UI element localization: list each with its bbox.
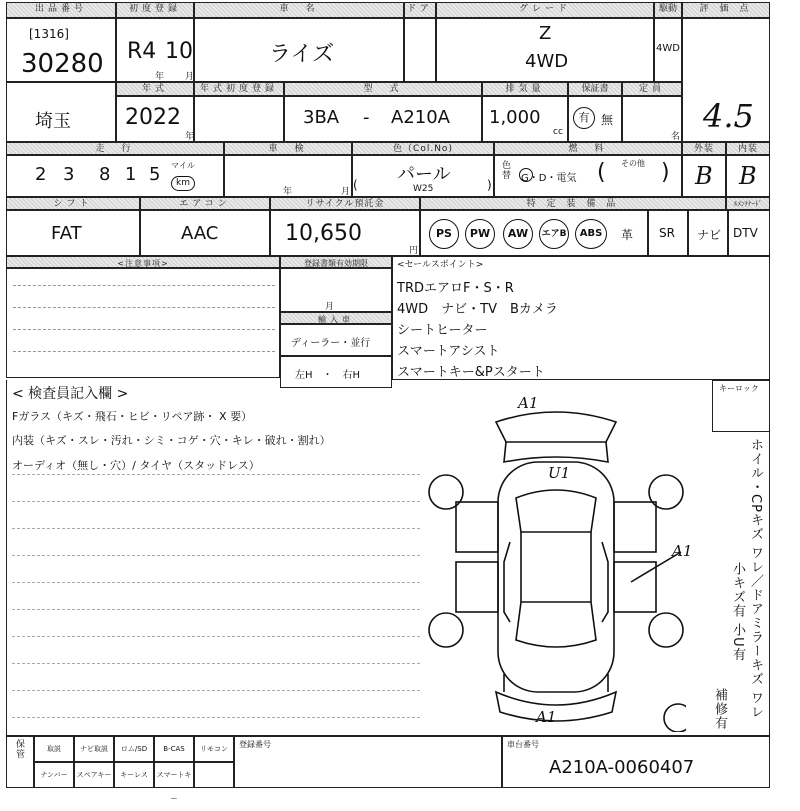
- item-navi-manual: ナビ取説: [74, 736, 114, 762]
- model-code: A210A: [391, 107, 450, 128]
- warranty-yes: 有: [573, 107, 595, 129]
- keylock-label: キーロック: [719, 384, 759, 393]
- equip-pw-badge: PW: [465, 219, 495, 249]
- inspection-month: 月: [341, 187, 351, 197]
- mark-side: A1: [672, 542, 693, 560]
- storage-label: 保管: [14, 739, 24, 759]
- header-mileage: 走 行: [6, 142, 224, 155]
- inspector-line: 内装（キズ・スレ・汚れ・シミ・コゲ・穴・キレ・破れ・割れ）: [12, 434, 331, 447]
- header-model-year: 年式: [116, 82, 194, 96]
- rule: [13, 329, 275, 330]
- import-side: 左H ・ 右H: [295, 370, 361, 381]
- equip-aw-badge: AW: [503, 219, 533, 249]
- header-exterior: 外装: [682, 142, 726, 155]
- header-recycle: リサイクル預託金: [270, 197, 420, 210]
- bottom-items: [34, 736, 234, 803]
- displacement-unit: cc: [553, 127, 563, 137]
- header-score: 評 価 点: [682, 2, 770, 18]
- header-shift: シフト: [6, 197, 140, 210]
- equip-leather: 革: [621, 228, 634, 242]
- header-warranty: 保証書: [568, 82, 622, 96]
- fuel-other: その他: [621, 159, 645, 168]
- item-manual: 取説: [34, 736, 74, 762]
- score-value: 4.5: [703, 97, 754, 135]
- rule: [13, 351, 275, 352]
- header-drive: 駆動: [654, 2, 682, 18]
- capacity-cell: [622, 96, 682, 142]
- vertical-note: ホイル・CPキズ ワレ／ドアミラーキズ ワレ: [748, 438, 763, 720]
- model-year: 2022: [125, 105, 181, 130]
- chassis-label: 車台番号: [507, 740, 539, 749]
- color-change: 色替: [500, 160, 510, 180]
- lot-code: [1316]: [29, 27, 69, 41]
- color-cell: [352, 155, 494, 197]
- car-name-cell: [194, 18, 404, 82]
- model-dash: -: [363, 107, 370, 128]
- first-reg-cell: [116, 18, 194, 82]
- region-cell: [6, 82, 116, 142]
- equip-divider: [727, 211, 729, 255]
- item-spare-key: スペアキー: [74, 762, 114, 788]
- header-model: 型 式: [284, 82, 482, 96]
- sales-point: スマートアシスト: [397, 344, 500, 359]
- score-cell: [682, 18, 770, 142]
- item-remote: リモコン: [194, 736, 234, 762]
- equip-abs-badge: ABS: [575, 219, 607, 249]
- mileage-unit-km: km: [171, 176, 195, 191]
- mark-rear: A1: [536, 708, 557, 726]
- warranty-no: 無: [601, 113, 614, 127]
- grade-cell: [436, 18, 654, 82]
- vertical-note: 小キズ有 小U有: [730, 562, 745, 662]
- color-code: W25: [413, 184, 434, 194]
- drive-value: 4WD: [656, 43, 680, 54]
- import-type-cell: [280, 324, 392, 356]
- color-name: パール: [397, 164, 451, 185]
- unit-month: 月: [185, 72, 195, 82]
- grade-line2: 4WD: [525, 51, 569, 72]
- sales-point: TRDエアロF・S・R: [397, 281, 514, 296]
- aircon-cell: [140, 210, 270, 256]
- item-bcas: B-CAS: [154, 736, 194, 762]
- header-lot-no: 出品番号: [6, 2, 116, 18]
- item-keyless: キーレス: [114, 762, 154, 788]
- equip-divider: [687, 211, 689, 255]
- item-rom-sd: ロム/SD: [114, 736, 154, 762]
- equip-navi: ナビ: [697, 228, 722, 242]
- mileage-digit: 2: [35, 164, 47, 185]
- vertical-note: 補修有: [712, 688, 727, 730]
- header-fuel: 燃 料: [494, 142, 682, 155]
- aircon-value: AAC: [181, 223, 219, 244]
- year-unit: 年: [185, 132, 195, 142]
- reg-no-label: 登録番号: [239, 740, 271, 749]
- rule: [13, 285, 275, 286]
- header-ltr: ﾙﾒﾝﾃﾅｰﾄﾞ: [726, 197, 770, 210]
- interior-grade: B: [739, 162, 757, 190]
- inspector-line: Fガラス（キズ・飛石・ヒビ・リペア跡・ X 要）: [12, 410, 253, 423]
- first-reg-month: 10: [165, 39, 193, 64]
- lot-number: 30280: [21, 49, 104, 79]
- interior-cell: [726, 155, 770, 197]
- shift-value: FAT: [51, 223, 82, 244]
- lot-cell: [6, 18, 116, 82]
- shift-cell: [6, 210, 140, 256]
- header-doors: ドア: [404, 2, 436, 18]
- fuel-close: ): [661, 160, 670, 185]
- header-inspection: 車 検: [224, 142, 352, 155]
- notes-cell: [6, 268, 280, 378]
- inspection-year: 年: [283, 187, 293, 197]
- car-diagram: [426, 402, 686, 732]
- recycle-cell: [270, 210, 420, 256]
- reg-valid-cell: [280, 268, 392, 312]
- reg-no-cell: [234, 736, 502, 788]
- unit-year: 年: [155, 72, 165, 82]
- doors-cell: [404, 18, 436, 82]
- chassis-cell: [502, 736, 770, 788]
- displacement-cell: [482, 96, 568, 142]
- model-cell: [284, 96, 482, 142]
- color-paren-close: ): [487, 178, 492, 192]
- car-name: ライズ: [269, 42, 335, 67]
- reg-valid-month: 月: [325, 302, 335, 312]
- region: 埼玉: [35, 111, 71, 132]
- inspection-cell: [224, 155, 352, 197]
- header-equipment: 特 定 装 備 品: [420, 197, 726, 210]
- equipment-cell: [420, 210, 770, 256]
- first-reg-era: R4: [127, 39, 157, 64]
- sales-point: シートヒーター: [397, 323, 488, 338]
- equip-divider: [647, 211, 649, 255]
- storage-cell: [6, 736, 34, 788]
- fuel-cell: [494, 155, 682, 197]
- header-color: 色（Col.No): [352, 142, 494, 155]
- sales-point: スマートキー&Pスタート: [397, 365, 545, 380]
- item-smart-key: スマートキー: [154, 762, 194, 788]
- header-import: 輸入車: [280, 312, 392, 324]
- header-grade: グレード: [436, 2, 654, 18]
- equip-ps-badge: PS: [429, 219, 459, 249]
- item-blank: [194, 762, 234, 788]
- recycle-value: 10,650: [285, 221, 362, 246]
- warranty-cell: [568, 96, 622, 142]
- capacity-unit: 名: [671, 132, 681, 142]
- rule: [13, 307, 275, 308]
- drive-cell: [654, 18, 682, 82]
- header-capacity: 定員: [622, 82, 682, 96]
- chassis-number: A210A-0060407: [549, 757, 695, 778]
- equip-airbag-badge: エアB: [539, 219, 569, 249]
- header-year-first: 年式初度登録: [194, 82, 284, 96]
- year-first-cell: [194, 96, 284, 142]
- mileage-digit: 5: [149, 164, 161, 185]
- header-car-name: 車 名: [194, 2, 404, 18]
- mileage-unit-mile: マイル: [171, 161, 195, 170]
- item-plate: ナンバー: [34, 762, 74, 788]
- header-aircon: エアコン: [140, 197, 270, 210]
- grade-line1: Z: [539, 23, 552, 44]
- inspector-title: < 検査員記入欄 >: [12, 386, 129, 402]
- sales-cell: [392, 256, 770, 380]
- exterior-cell: [682, 155, 726, 197]
- equip-dtv: DTV: [733, 226, 758, 240]
- fuel-options: G・D・電気: [521, 173, 577, 184]
- displacement-value: 1,000: [489, 107, 541, 128]
- header-interior: 内装: [726, 142, 770, 155]
- sales-header: <セールスポイント>: [397, 260, 484, 270]
- header-first-reg: 初度登録: [116, 2, 194, 18]
- exterior-grade: B: [695, 162, 713, 190]
- fuel-open: (: [597, 160, 606, 185]
- header-displacement: 排気量: [482, 82, 568, 96]
- sales-point: 4WD ナビ・TV Bカメラ: [397, 302, 558, 317]
- auction-sheet: [6, 2, 796, 803]
- mileage-digit: 1: [125, 164, 137, 185]
- header-reg-valid: 登録書類有効期限: [280, 256, 392, 268]
- recycle-unit: 円: [409, 246, 419, 256]
- inspector-line: オーディオ（無し・穴）/ タイヤ（スタッドレス）: [12, 459, 260, 472]
- year-cell: [116, 96, 194, 142]
- color-paren-open: (: [353, 178, 358, 192]
- keylock-cell: [712, 380, 770, 432]
- import-type: ディーラー・並行: [291, 338, 371, 349]
- mark-front: A1: [518, 394, 539, 412]
- inspector-rules: [12, 474, 420, 744]
- model-prefix: 3BA: [303, 107, 340, 128]
- mileage-cell: [6, 155, 224, 197]
- mileage-digit: 8: [99, 164, 111, 185]
- equip-sunroof: SR: [659, 226, 675, 240]
- mileage-digit: 3: [63, 164, 75, 185]
- mark-hood: U1: [548, 464, 571, 482]
- header-notes: <注意事項>: [6, 256, 280, 268]
